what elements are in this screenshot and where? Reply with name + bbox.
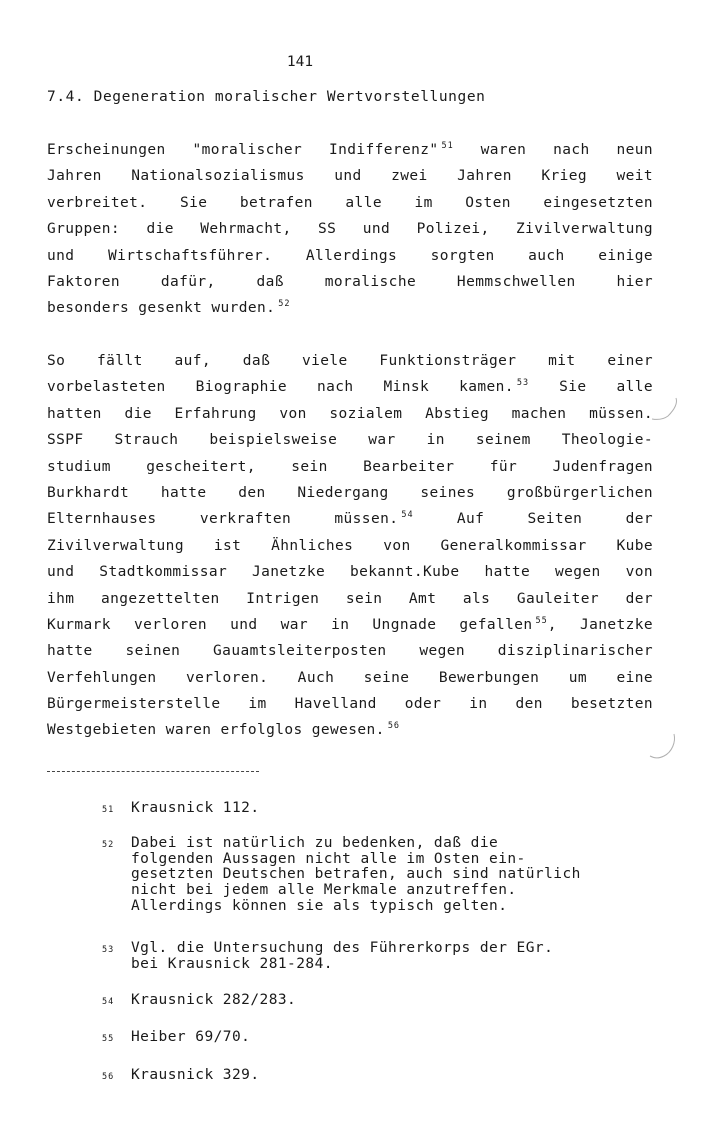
paragraph-2 [47, 348, 653, 744]
text-line [47, 586, 653, 612]
footnote-reference: 56 [387, 721, 401, 732]
text-line-content: Jahren Nationalsozialismus und zwei Jahren Krieg weit [47, 168, 653, 185]
footnote-number: 54 [102, 997, 115, 1007]
footnote-line: Dabei ist natürlich zu bedenken, daß die [131, 835, 499, 851]
text-line-content: Kurmark verloren und war in Ungnade gefallen [47, 616, 533, 633]
text-line [47, 533, 653, 559]
text-line [47, 612, 653, 638]
footnote [102, 801, 662, 817]
footnote-separator [47, 771, 259, 772]
text-line [47, 454, 653, 480]
text-line [47, 691, 653, 717]
text-line [47, 163, 653, 189]
text-line-content: Faktoren dafür, daß moralische Hemmschwellen hier [47, 273, 653, 290]
text-line [47, 559, 653, 585]
text-line-content: verbreitet. Sie betrafen alle im Osten eingesetzten [47, 194, 653, 211]
footnote-line: Krausnick 329. [131, 1067, 260, 1083]
footnote-reference: 51 [441, 141, 454, 151]
footnote [102, 993, 662, 1009]
text-line [47, 295, 653, 321]
text-line [47, 374, 653, 400]
text-line-continuation: , Janetzke [547, 616, 653, 633]
text-line-content: hatten die Erfahrung von sozialem Abstieg machen müssen. [47, 405, 653, 422]
text-line [47, 638, 653, 664]
text-line-content: Elternhauses verkraften müssen. [47, 511, 399, 528]
footnote-line: folgenden Aussagen nicht alle im Osten ein- [131, 850, 526, 867]
text-line-content: Zivilverwaltung ist Ähnliches von Generalkommissar Kube [47, 537, 653, 554]
footnote-text [131, 993, 662, 1009]
text-line [47, 506, 653, 532]
section-heading: 7.4. Degeneration moralischer Wertvorstellungen [47, 89, 486, 105]
text-line [47, 427, 653, 453]
margin-pencil-mark [640, 730, 680, 770]
text-line-content: ihm angezettelten Intrigen sein Amt als Gauleiter der [47, 590, 653, 607]
text-line-content: Verfehlungen verloren. Auch seine Bewerbungen um eine [47, 669, 653, 686]
footnote-number: 56 [102, 1072, 115, 1082]
footnote-line: Allerdings können sie als typisch gelten. [131, 897, 508, 914]
footnote-text [131, 1030, 662, 1046]
text-line [47, 190, 653, 216]
footnote [102, 941, 662, 972]
text-line-content: und Wirtschaftsführer. Allerdings sorgten auch einige [47, 247, 653, 264]
footnote-reference: 55 [535, 615, 548, 626]
footnote-line: Vgl. die Untersuchung des Führerkorps der EGr. [131, 940, 554, 956]
footnote-reference: 52 [278, 299, 291, 310]
footnote-number: 51 [102, 805, 115, 815]
footnote [102, 836, 662, 915]
text-line-content: SSPF Strauch beispielsweise war in seinem Theologie- [47, 432, 653, 449]
footnote [102, 1030, 662, 1046]
text-line-content: Gruppen: die Wehrmacht, SS und Polizei, Zivilverwaltung [47, 221, 653, 238]
text-line [47, 137, 653, 163]
footnote-reference: 54 [401, 510, 414, 521]
text-line-continuation: Sie alle [529, 379, 654, 396]
text-line-content: vorbelasteten Biographie nach Minsk kamen. [47, 379, 514, 396]
footnote-text [131, 836, 662, 915]
text-line-content: Westgebieten waren erfolglos gewesen. [47, 722, 385, 739]
text-line-content: Burkhardt hatte den Niedergang seines großbürgerlichen [47, 484, 653, 501]
footnote-number: 55 [102, 1034, 115, 1044]
page-number: 141 [286, 54, 314, 70]
margin-pencil-mark [640, 392, 680, 432]
text-line-continuation: Auf Seiten der [413, 511, 653, 528]
footnote-reference: 53 [516, 378, 530, 389]
footnote-number: 52 [102, 840, 115, 850]
text-line-content: und Stadtkommissar Janetzke bekannt.Kube hatte wegen von [47, 564, 653, 581]
text-line [47, 401, 653, 427]
footnote-line: bei Krausnick 281-284. [131, 955, 333, 972]
footnote-line: Krausnick 112. [131, 800, 260, 816]
text-line [47, 216, 653, 242]
text-line [47, 269, 653, 295]
text-line-continuation: waren nach neun [453, 142, 654, 158]
text-line [47, 243, 653, 269]
text-line-content: So fällt auf, daß viele Funktionsträger mit einer [47, 353, 653, 369]
text-line-content: studium gescheitert, sein Bearbeiter für Judenfragen [47, 458, 653, 475]
footnote-line: nicht bei jedem alle Merkmale anzutreffen. [131, 882, 517, 899]
text-line [47, 348, 653, 374]
footnote-line: Heiber 69/70. [131, 1029, 251, 1045]
text-line-content: hatte seinen Gauamtsleiterposten wegen disziplinarischer [47, 643, 653, 660]
footnote-line: gesetzten Deutschen betrafen, auch sind natürlich [131, 866, 581, 883]
text-line-content: Bürgermeisterstelle im Havelland oder in den besetzten [47, 696, 653, 713]
footnote [102, 1068, 662, 1084]
text-line [47, 665, 653, 691]
text-line-content: besonders gesenkt wurden. [47, 300, 276, 317]
text-line [47, 480, 653, 506]
footnote-line: Krausnick 282/283. [131, 992, 297, 1008]
paragraph-1 [47, 137, 653, 322]
footnote-text [131, 801, 662, 817]
text-line [47, 717, 653, 743]
footnote-number: 53 [102, 945, 115, 955]
footnote-text [131, 941, 662, 972]
text-line-content: Erscheinungen "moralischer Indifferenz" [47, 142, 439, 158]
footnote-text [131, 1068, 662, 1084]
